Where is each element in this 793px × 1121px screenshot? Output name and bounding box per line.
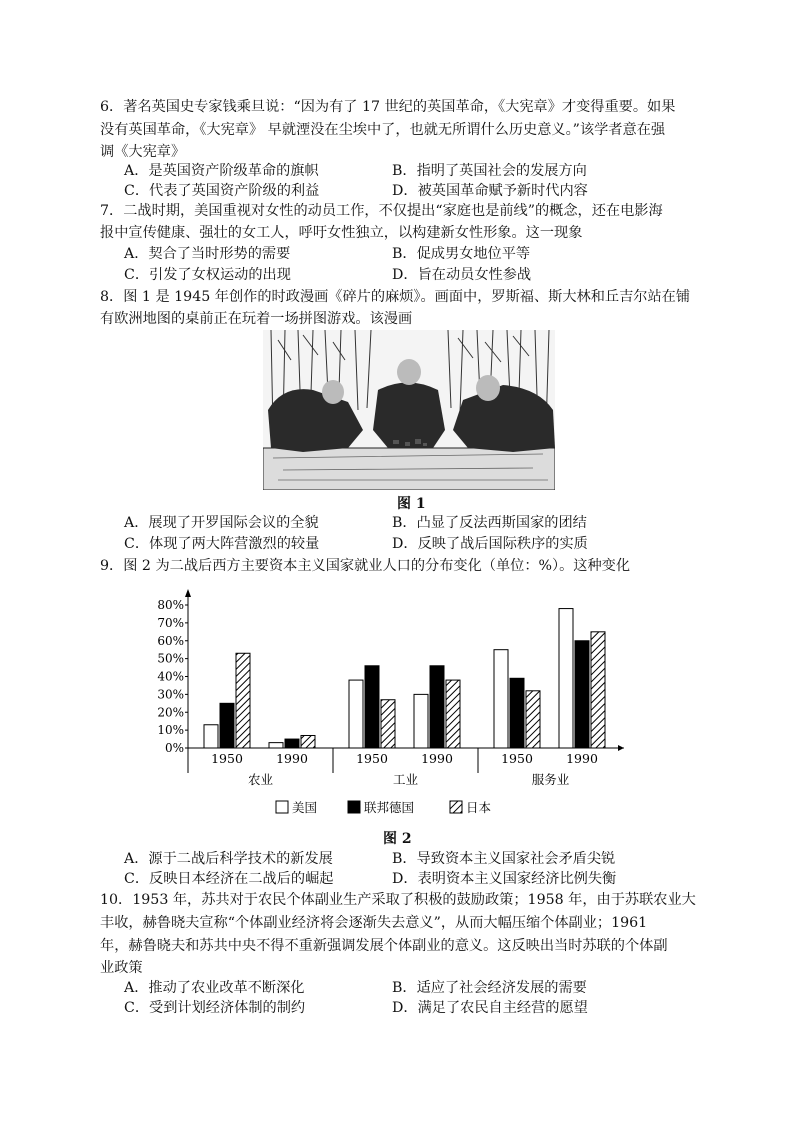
y-tick-label: 30% bbox=[157, 687, 184, 702]
bar-日本 bbox=[301, 735, 315, 748]
x-axis-arrow bbox=[618, 745, 624, 751]
y-tick-label: 50% bbox=[157, 651, 184, 666]
y-tick-label: 80% bbox=[157, 598, 184, 612]
bar-联邦德国 bbox=[220, 703, 234, 748]
q8-option-d: D．反映了战后国际秩序的实质 bbox=[392, 536, 588, 552]
y-tick-label: 20% bbox=[157, 705, 184, 720]
q10-stem-line-2: 丰收，赫鲁晓夫宣称“个体副业经济将会逐渐失去意义”，从而大幅压缩个体副业；1961 bbox=[100, 915, 648, 931]
bar-联邦德国 bbox=[430, 666, 444, 748]
bar-美国 bbox=[559, 609, 573, 748]
q7-option-a: A．契合了当时形势的需要 bbox=[124, 246, 291, 262]
y-axis-arrow bbox=[185, 589, 191, 597]
x-group-label: 服务业 bbox=[531, 772, 570, 787]
q10-option-c: C．受到计划经济体制的制约 bbox=[124, 1000, 306, 1016]
bar-美国 bbox=[269, 743, 283, 748]
bar-日本 bbox=[446, 680, 460, 748]
y-tick-label: 70% bbox=[157, 615, 184, 630]
bar-日本 bbox=[591, 632, 605, 748]
political-cartoon-image bbox=[263, 330, 555, 490]
q8-stem-line-2: 有欧洲地图的桌前正在玩着一场拼图游戏。该漫画 bbox=[100, 311, 413, 327]
bar-日本 bbox=[236, 653, 250, 748]
bar-美国 bbox=[349, 680, 363, 748]
x-year-label: 1950 bbox=[501, 751, 533, 766]
bar-联邦德国 bbox=[575, 641, 589, 748]
q10-option-d: D．满足了农民自主经营的愿望 bbox=[392, 1000, 588, 1016]
y-tick-label: 10% bbox=[157, 723, 184, 738]
bar-联邦德国 bbox=[510, 678, 524, 748]
q10-stem-line-3: 年，赫鲁晓夫和苏共中央不得不重新强调发展个体副业的意义。这反映出当时苏联的个体副 bbox=[100, 938, 668, 954]
bar-美国 bbox=[204, 725, 218, 748]
q9-option-c: C．反映日本经济在二战后的崛起 bbox=[124, 871, 334, 887]
x-year-label: 1990 bbox=[276, 751, 308, 766]
q10-stem-line-1: 10．1953 年，苏共对于农民个体副业生产采取了积极的鼓励政策；1958 年，由于苏联农业大 bbox=[100, 892, 696, 908]
q8-option-c: C．体现了两大阵营激烈的较量 bbox=[124, 536, 320, 552]
figure-1-caption: 图 1 bbox=[397, 496, 426, 512]
bar-联邦德国 bbox=[285, 739, 299, 748]
x-year-label: 1990 bbox=[421, 751, 453, 766]
y-tick-label: 0% bbox=[164, 741, 184, 755]
q6-option-d: D．被英国革命赋予新时代内容 bbox=[392, 183, 588, 199]
legend-swatch bbox=[276, 801, 288, 813]
x-year-label: 1990 bbox=[566, 751, 598, 766]
bar-日本 bbox=[526, 691, 540, 748]
bar-美国 bbox=[494, 650, 508, 748]
q7-stem-line-1: 7．二战时期，美国重视对女性的动员工作，不仅提出“家庭也是前线”的概念，还在电影海 bbox=[100, 203, 663, 219]
x-year-label: 1950 bbox=[211, 751, 243, 766]
x-year-label: 1950 bbox=[356, 751, 388, 766]
y-tick-label: 60% bbox=[157, 633, 184, 648]
q9-option-a: A．源于二战后科学技术的新发展 bbox=[124, 851, 333, 867]
legend-label: 日本 bbox=[466, 800, 492, 815]
q6-option-b: B．指明了英国社会的发展方向 bbox=[392, 163, 587, 179]
y-tick-label: 40% bbox=[157, 669, 184, 684]
x-group-label: 工业 bbox=[392, 772, 419, 787]
q8-option-a: A．展现了开罗国际会议的全貌 bbox=[124, 515, 319, 531]
legend-label: 联邦德国 bbox=[364, 800, 415, 815]
q6-stem-line-1: 6．著名英国史专家钱乘旦说：“因为有了 17 世纪的英国革命，《大宪章》才变得重要。如果 bbox=[100, 99, 676, 115]
q7-stem-line-2: 报中宣传健康、强壮的女工人，呼吁女性独立，以构建新女性形象。这一现象 bbox=[100, 225, 583, 241]
q10-option-a: A．推动了农业改革不断深化 bbox=[124, 980, 305, 996]
bar-联邦德国 bbox=[365, 666, 379, 748]
legend-swatch bbox=[348, 801, 360, 813]
q9-stem-line-1: 9．图 2 为二战后西方主要资本主义国家就业人口的分布变化（单位：%）。这种变化 bbox=[100, 558, 631, 574]
q7-option-c: C．引发了女权运动的出现 bbox=[124, 267, 291, 283]
q8-option-b: B．凸显了反法西斯国家的团结 bbox=[392, 515, 587, 531]
figure-2-caption: 图 2 bbox=[383, 831, 412, 847]
q10-option-b: B．适应了社会经济发展的需要 bbox=[392, 980, 587, 996]
q6-option-c: C．代表了英国资产阶级的利益 bbox=[124, 183, 320, 199]
legend-label: 美国 bbox=[292, 800, 318, 815]
q9-option-d: D．表明资本主义国家经济比例失衡 bbox=[392, 871, 617, 887]
x-group-label: 农业 bbox=[247, 772, 274, 787]
bar-美国 bbox=[414, 694, 428, 748]
q9-option-b: B．导致资本主义国家社会矛盾尖锐 bbox=[392, 851, 616, 867]
q6-stem-line-2: 没有英国革命，《大宪章》 早就湮没在尘埃中了，也就无所谓什么历史意义。”该学者意在强 bbox=[100, 122, 666, 138]
legend-swatch bbox=[450, 801, 462, 813]
q7-option-d: D．旨在动员女性参战 bbox=[392, 267, 532, 283]
q6-option-a: A．是英国资产阶级革命的旗帜 bbox=[124, 163, 319, 179]
q7-option-b: B．促成男女地位平等 bbox=[392, 246, 531, 262]
employment-bar-chart bbox=[150, 585, 630, 825]
q10-stem-line-4: 业政策 bbox=[100, 960, 143, 976]
q6-stem-line-3: 调《大宪章》 bbox=[100, 144, 186, 160]
q8-stem-line-1: 8．图 1 是 1945 年创作的时政漫画《碎片的麻烦》。画面中，罗斯福、斯大林和丘吉尔站在铺 bbox=[100, 289, 691, 305]
bar-日本 bbox=[381, 700, 395, 748]
